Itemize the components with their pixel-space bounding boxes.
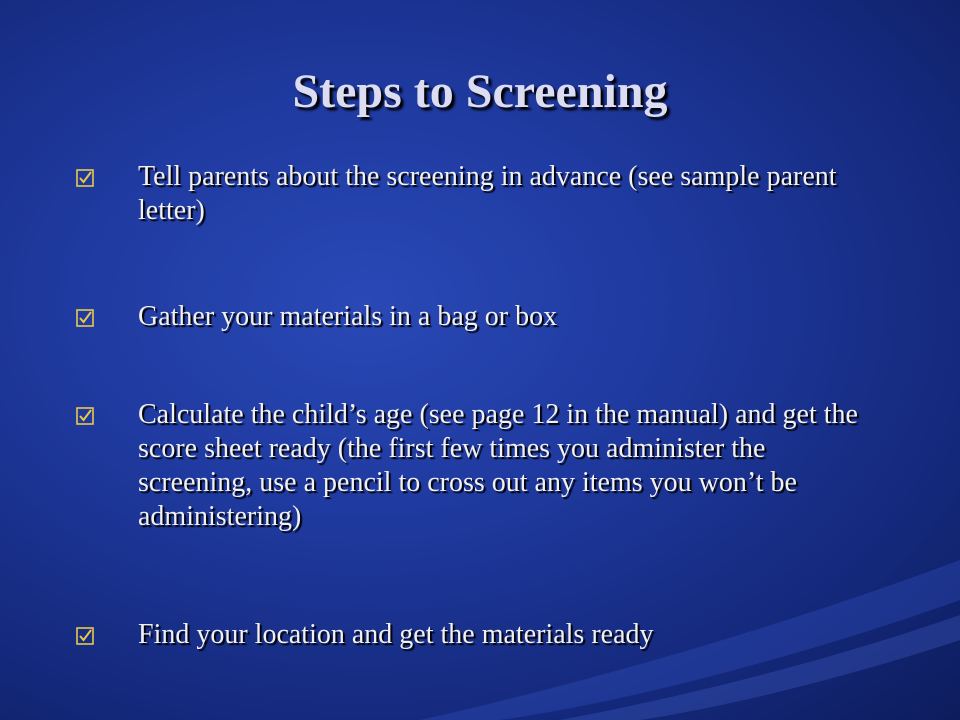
- bullet-text: Find your location and get the materials ready: [138, 619, 654, 650]
- bullet-text: Calculate the child’s age (see page 12 in the manual) and get the score sheet ready (the first few times you administer the screening, use a pencil to cross out any items you won’t be administering): [138, 399, 858, 532]
- checkbox-checked-icon: [76, 407, 94, 425]
- checkbox-checked-icon: [76, 627, 94, 645]
- checkbox-checked-icon: [76, 169, 94, 187]
- bullet-text: Tell parents about the screening in advance (see sample parent letter): [138, 161, 837, 226]
- bullet-text: Gather your materials in a bag or box: [138, 301, 558, 332]
- checkbox-checked-icon: [76, 309, 94, 327]
- slide-title: Steps to Screening: [292, 65, 668, 118]
